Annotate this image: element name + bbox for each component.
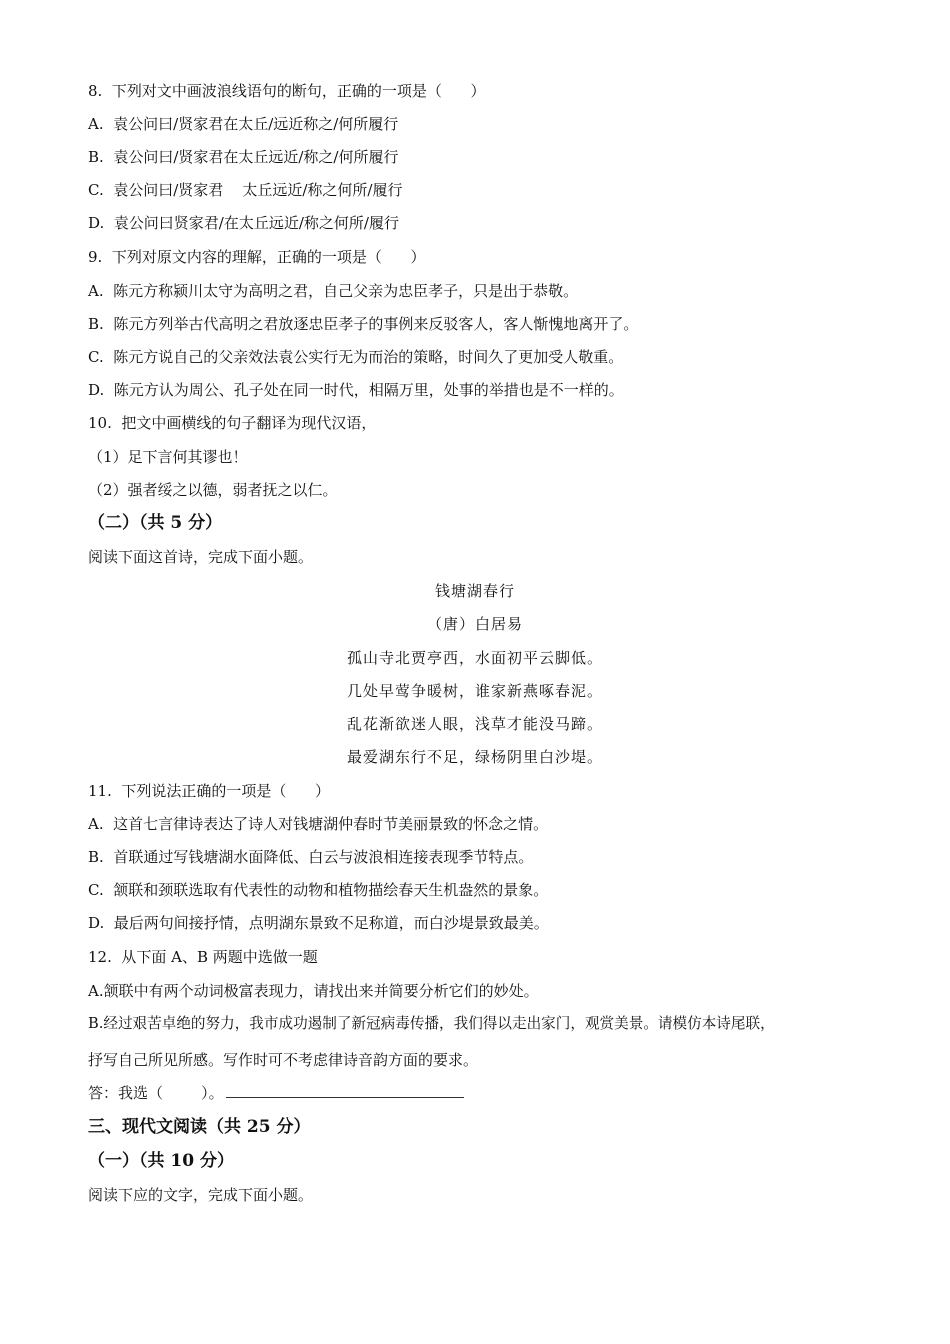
option-b: B. 袁公问曰/贤家君在太丘远近/称之/何所履行 bbox=[88, 148, 399, 166]
option-d: D. 陈元方认为周公、孔子处在同一时代，相隔万里，处事的举措也是不一样的。 bbox=[88, 381, 624, 399]
option-a: A. 这首七言律诗表达了诗人对钱塘湖仲春时节美丽景致的怀念之情。 bbox=[88, 815, 549, 833]
section-2-heading: （二）（共 5 分） bbox=[88, 513, 223, 533]
poem-title: 钱塘湖春行 bbox=[434, 582, 515, 600]
question-9-stem: 9. 下列对原文内容的理解，正确的一项是（ ） bbox=[88, 248, 426, 266]
section-3-heading: 三、现代文阅读（共 25 分） bbox=[88, 1117, 311, 1137]
option-a: A. 袁公问曰/贤家君在太丘/远近称之/何所履行 bbox=[88, 115, 399, 133]
option-b: B. 陈元方列举古代高明之君放逐忠臣孝子的事例来反驳客人，客人惭愧地离开了。 bbox=[88, 315, 639, 333]
option-a: A. 陈元方称颍川太守为高明之君，自己父亲为忠臣孝子，只是出于恭敬。 bbox=[88, 282, 579, 300]
translation-item-2: （2）强者绥之以德，弱者抚之以仁。 bbox=[88, 481, 338, 499]
option-b-line-2: 抒写自己所见所感。写作时可不考虑律诗音韵方面的要求。 bbox=[88, 1051, 479, 1069]
question-10-stem: 10. 把文中画横线的句子翻译为现代汉语， bbox=[88, 414, 377, 432]
option-c: C. 陈元方说自己的父亲效法袁公实行无为而治的策略，时间久了更加受人敬重。 bbox=[88, 348, 624, 366]
option-a: A.颔联中有两个动词极富表现力，请找出来并简要分析它们的妙处。 bbox=[88, 982, 539, 1000]
answer-line bbox=[88, 1083, 464, 1103]
option-c: C. 袁公问曰/贤家君 太丘远近/称之何所/履行 bbox=[88, 181, 403, 199]
translation-item-1: （1）足下言何其谬也！ bbox=[88, 448, 248, 466]
option-c: C. 颔联和颈联选取有代表性的动物和植物描绘春天生机盎然的景象。 bbox=[88, 881, 549, 899]
option-b: B. 首联通过写钱塘湖水面降低、白云与波浪相连接表现季节特点。 bbox=[88, 848, 534, 866]
section-3-intro: 阅读下应的文字，完成下面小题。 bbox=[88, 1186, 314, 1204]
answer-blank[interactable] bbox=[226, 1083, 464, 1098]
poem-author: （唐）白居易 bbox=[426, 615, 523, 633]
section-2-intro: 阅读下面这首诗，完成下面小题。 bbox=[88, 548, 314, 566]
question-12-stem: 12. 从下面 A、B 两题中选做一题 bbox=[88, 948, 318, 966]
poem-line: 几处早莺争暖树，谁家新燕啄春泥。 bbox=[346, 682, 603, 700]
question-11-stem: 11. 下列说法正确的一项是（ ） bbox=[88, 782, 331, 800]
option-d: D. 袁公问曰贤家君/在太丘远近/称之何所/履行 bbox=[88, 214, 399, 232]
answer-prefix: 答：我选（ ）。 bbox=[88, 1084, 224, 1102]
question-8-stem: 8. 下列对文中画波浪线语句的断句，正确的一项是（ ） bbox=[88, 82, 486, 100]
poem-line: 乱花渐欲迷人眼，浅草才能没马蹄。 bbox=[346, 715, 603, 733]
poem-line: 孤山寺北贾亭西，水面初平云脚低。 bbox=[346, 649, 603, 667]
poem-line: 最爱湖东行不足，绿杨阴里白沙堤。 bbox=[346, 748, 603, 766]
section-3-sub-heading: （一）（共 10 分） bbox=[88, 1151, 234, 1171]
option-d: D. 最后两句间接抒情，点明湖东景致不足称道，而白沙堤景致最美。 bbox=[88, 914, 549, 932]
option-b-line-1: B.经过艰苦卓绝的努力，我市成功遏制了新冠病毒传播，我们得以走出家门，观赏美景。请模仿本诗尾联， bbox=[88, 1015, 775, 1032]
